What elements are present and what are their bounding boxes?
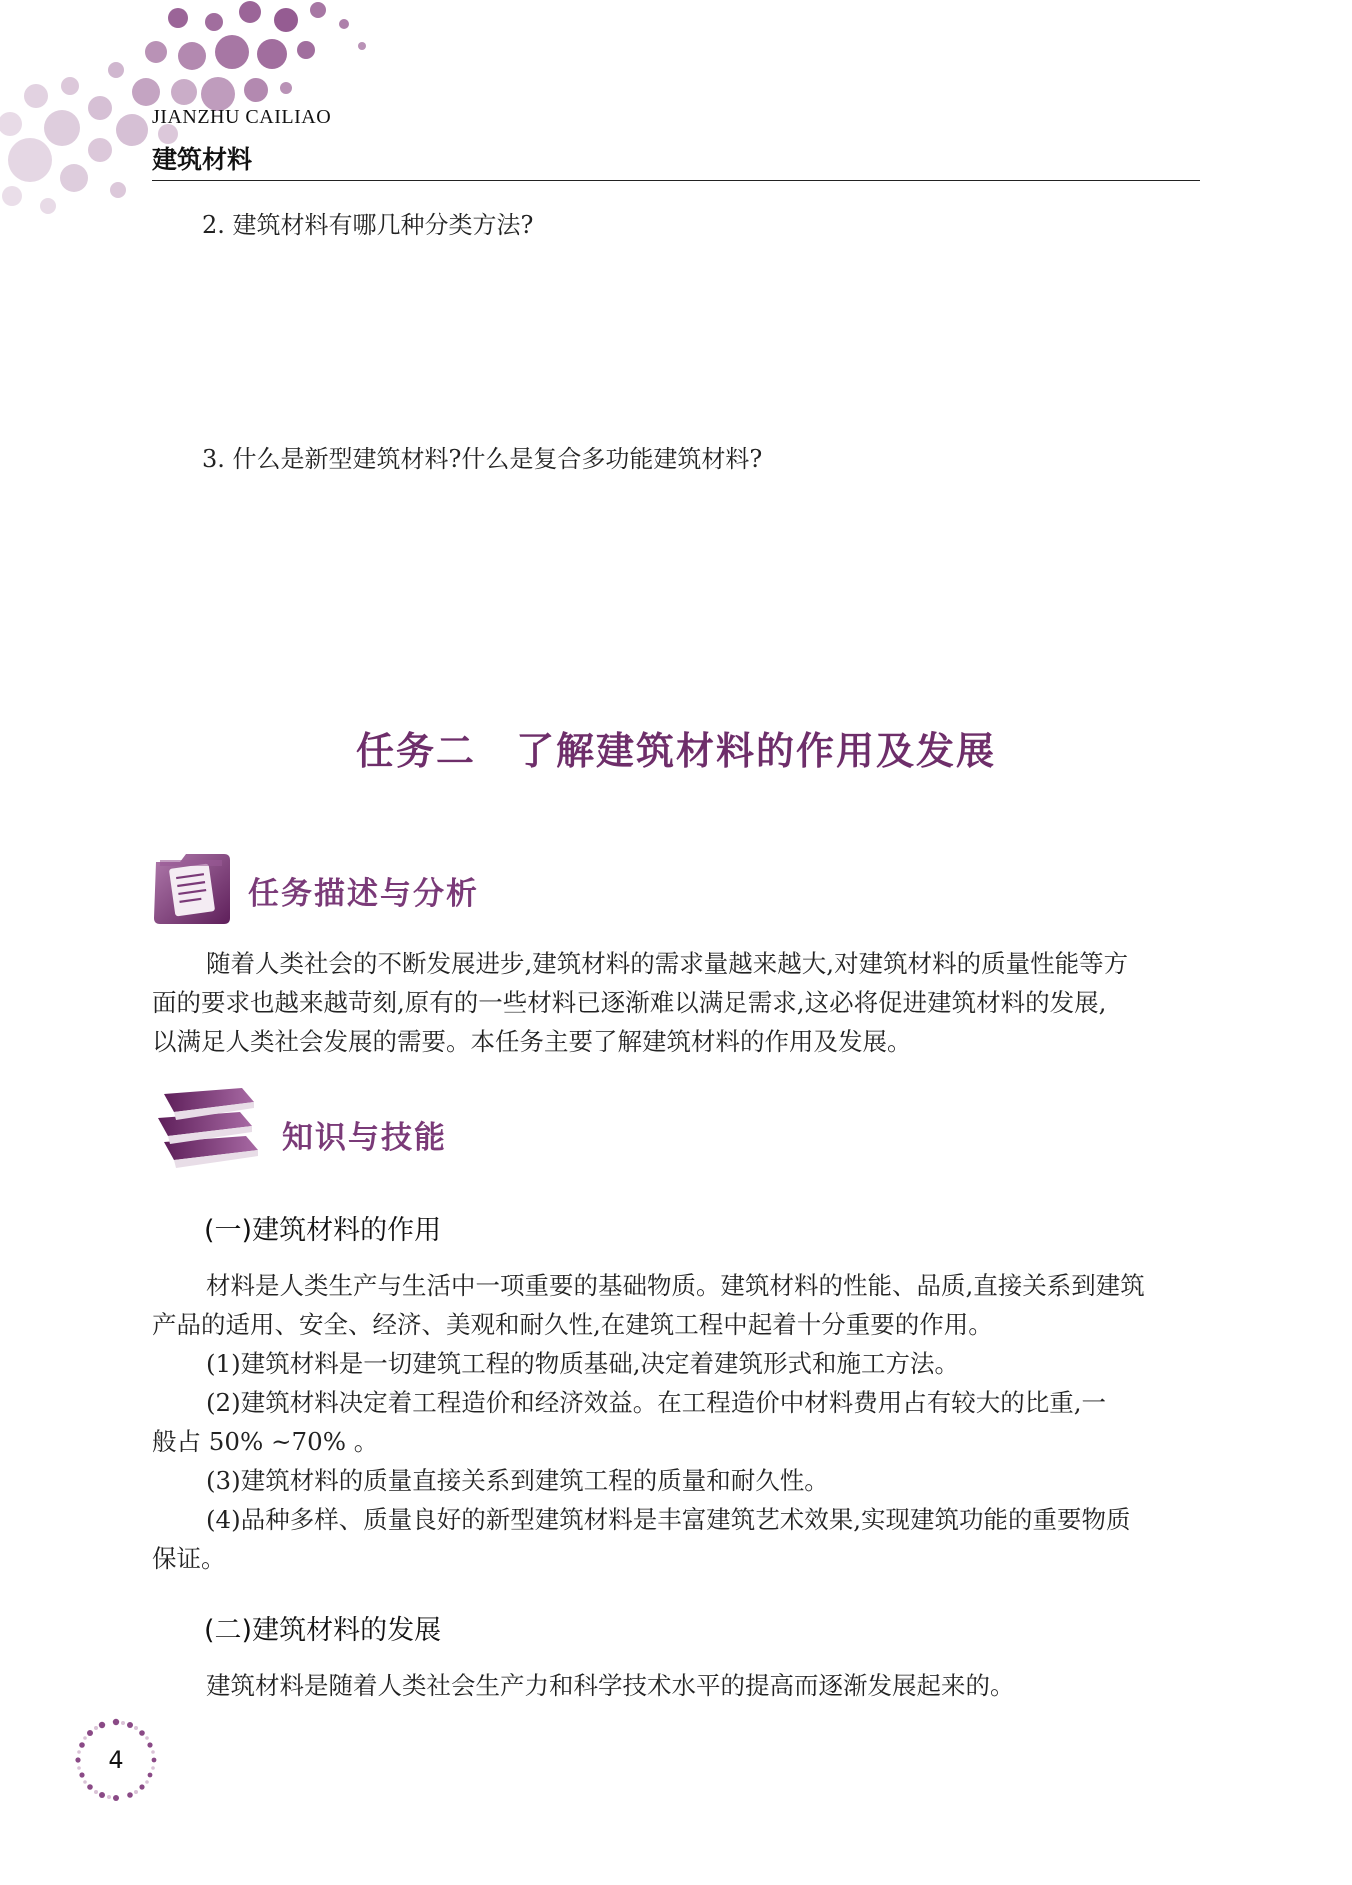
- subsection-heading-development: (二)建筑材料的发展: [204, 1615, 442, 1646]
- header-divider: [152, 180, 1200, 181]
- paragraph-line: (2)建筑材料决定着工程造价和经济效益。在工程造价中材料费用占有较大的比重,一: [206, 1388, 1106, 1417]
- page-number: 4: [108, 1746, 124, 1774]
- subsection-heading-role: (一)建筑材料的作用: [204, 1215, 442, 1246]
- paragraph-line: 以满足人类社会发展的需要。本任务主要了解建筑材料的作用及发展。: [152, 1027, 912, 1056]
- section-label-description: 任务描述与分析: [248, 876, 479, 912]
- page-number-badge: [72, 1716, 160, 1804]
- section-label-knowledge: 知识与技能: [282, 1120, 447, 1156]
- book-title-english: JIANZHU CAILIAO: [152, 106, 332, 128]
- paragraph-line: 保证。: [152, 1544, 226, 1573]
- paragraph-line: 随着人类社会的不断发展进步,建筑材料的需求量越来越大,对建筑材料的质量性能等方: [206, 949, 1129, 978]
- paragraph-line: 面的要求也越来越苛刻,原有的一些材料已逐渐难以满足需求,这必将促进建筑材料的发展,: [152, 988, 1107, 1017]
- task-title: 任务二 了解建筑材料的作用及发展: [355, 729, 996, 773]
- question-item: 2. 建筑材料有哪几种分类方法?: [202, 211, 534, 239]
- paragraph-line: 产品的适用、安全、经济、美观和耐久性,在建筑工程中起着十分重要的作用。: [152, 1310, 993, 1339]
- paragraph-line: 般占 50% ~70% 。: [152, 1427, 379, 1456]
- folder-document-icon: [150, 848, 234, 928]
- book-title-chinese: 建筑材料: [152, 145, 253, 174]
- books-stack-icon: [150, 1078, 266, 1174]
- paragraph-line: (3)建筑材料的质量直接关系到建筑工程的质量和耐久性。: [206, 1466, 829, 1495]
- paragraph-line: (4)品种多样、质量良好的新型建筑材料是丰富建筑艺术效果,实现建筑功能的重要物质: [206, 1505, 1131, 1534]
- paragraph-line: 建筑材料是随着人类社会生产力和科学技术水平的提高而逐渐发展起来的。: [206, 1671, 1015, 1700]
- paragraph-line: (1)建筑材料是一切建筑工程的物质基础,决定着建筑形式和施工方法。: [206, 1349, 959, 1378]
- question-item: 3. 什么是新型建筑材料?什么是复合多功能建筑材料?: [202, 445, 763, 473]
- paragraph-line: 材料是人类生产与生活中一项重要的基础物质。建筑材料的性能、品质,直接关系到建筑: [206, 1271, 1145, 1300]
